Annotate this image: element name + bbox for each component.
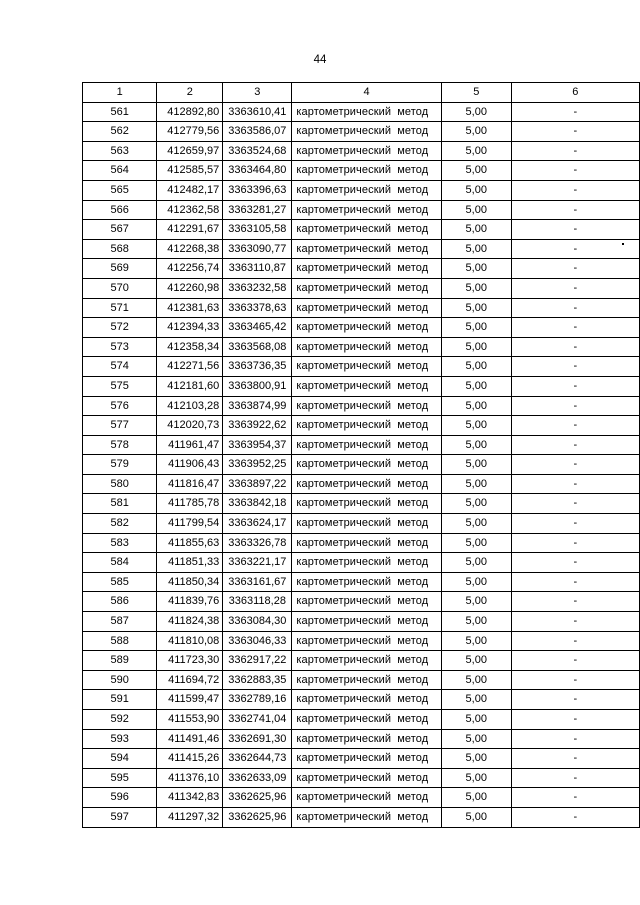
note-cell: -: [511, 337, 639, 357]
table-row: [83, 670, 640, 690]
note-cell: -: [511, 259, 639, 279]
table-row: [83, 141, 640, 161]
error-cell: 5,00: [441, 729, 511, 749]
error-cell: 5,00: [441, 337, 511, 357]
table-row: [83, 239, 640, 259]
note-cell: -: [511, 553, 639, 573]
note-cell: -: [511, 533, 639, 553]
header-row: [83, 83, 640, 103]
error-cell: 5,00: [441, 122, 511, 142]
note-cell: -: [511, 435, 639, 455]
page-number: 44: [313, 54, 327, 66]
table-row: [83, 416, 640, 436]
y-coordinate-cell: 3363232,58: [223, 278, 292, 298]
error-cell: 5,00: [441, 455, 511, 475]
point-number-cell: 581: [83, 494, 157, 514]
y-coordinate-cell: 3363378,63: [223, 298, 292, 318]
y-coordinate-cell: 3363161,67: [223, 572, 292, 592]
error-cell: 5,00: [441, 396, 511, 416]
table-row: [83, 768, 640, 788]
x-coordinate-cell: 411816,47: [157, 474, 223, 494]
method-cell: картометрический метод: [292, 533, 442, 553]
note-cell: -: [511, 729, 639, 749]
y-coordinate-cell: 3363084,30: [223, 612, 292, 632]
header-cell-6: 6: [511, 83, 639, 103]
error-cell: 5,00: [441, 435, 511, 455]
note-cell: -: [511, 200, 639, 220]
table-row: [83, 474, 640, 494]
table-row: [83, 357, 640, 377]
error-cell: 5,00: [441, 259, 511, 279]
note-cell: -: [511, 749, 639, 769]
error-cell: 5,00: [441, 161, 511, 181]
x-coordinate-cell: 411599,47: [157, 690, 223, 710]
error-cell: 5,00: [441, 572, 511, 592]
x-coordinate-cell: 411824,38: [157, 612, 223, 632]
y-coordinate-cell: 3363586,07: [223, 122, 292, 142]
table-row: [83, 572, 640, 592]
y-coordinate-cell: 3363952,25: [223, 455, 292, 475]
table-row: [83, 278, 640, 298]
x-coordinate-cell: 412394,33: [157, 318, 223, 338]
table-row: [83, 298, 640, 318]
note-cell: -: [511, 122, 639, 142]
point-number-cell: 594: [83, 749, 157, 769]
x-coordinate-cell: 411297,32: [157, 807, 223, 827]
point-number-cell: 593: [83, 729, 157, 749]
y-coordinate-cell: 3362883,35: [223, 670, 292, 690]
method-cell: картометрический метод: [292, 612, 442, 632]
error-cell: 5,00: [441, 239, 511, 259]
note-cell: -: [511, 239, 639, 259]
x-coordinate-cell: 411491,46: [157, 729, 223, 749]
table-row: [83, 631, 640, 651]
x-coordinate-cell: 411851,33: [157, 553, 223, 573]
method-cell: картометрический метод: [292, 651, 442, 671]
error-cell: 5,00: [441, 651, 511, 671]
error-cell: 5,00: [441, 612, 511, 632]
y-coordinate-cell: 3363897,22: [223, 474, 292, 494]
x-coordinate-cell: 412103,28: [157, 396, 223, 416]
y-coordinate-cell: 3363046,33: [223, 631, 292, 651]
note-cell: -: [511, 690, 639, 710]
y-coordinate-cell: 3362625,96: [223, 807, 292, 827]
point-number-cell: 566: [83, 200, 157, 220]
error-cell: 5,00: [441, 710, 511, 730]
y-coordinate-cell: 3363610,41: [223, 102, 292, 122]
table-row: [83, 455, 640, 475]
method-cell: картометрический метод: [292, 631, 442, 651]
method-cell: картометрический метод: [292, 749, 442, 769]
note-cell: -: [511, 180, 639, 200]
method-cell: картометрический метод: [292, 592, 442, 612]
y-coordinate-cell: 3363281,27: [223, 200, 292, 220]
table-row: [83, 494, 640, 514]
point-number-cell: 584: [83, 553, 157, 573]
table-row: [83, 122, 640, 142]
x-coordinate-cell: 412291,67: [157, 220, 223, 240]
table-row: [83, 690, 640, 710]
x-coordinate-cell: 411810,08: [157, 631, 223, 651]
error-cell: 5,00: [441, 768, 511, 788]
point-number-cell: 579: [83, 455, 157, 475]
y-coordinate-cell: 3362917,22: [223, 651, 292, 671]
x-coordinate-cell: 411855,63: [157, 533, 223, 553]
y-coordinate-cell: 3363800,91: [223, 376, 292, 396]
stray-dot: [622, 243, 624, 245]
y-coordinate-cell: 3363118,28: [223, 592, 292, 612]
x-coordinate-cell: 412181,60: [157, 376, 223, 396]
point-number-cell: 572: [83, 318, 157, 338]
table-row: [83, 396, 640, 416]
table-row: [83, 102, 640, 122]
point-number-cell: 582: [83, 514, 157, 534]
method-cell: картометрический метод: [292, 318, 442, 338]
point-number-cell: 568: [83, 239, 157, 259]
point-number-cell: 597: [83, 807, 157, 827]
error-cell: 5,00: [441, 631, 511, 651]
x-coordinate-cell: 411906,43: [157, 455, 223, 475]
method-cell: картометрический метод: [292, 514, 442, 534]
error-cell: 5,00: [441, 200, 511, 220]
method-cell: картометрический метод: [292, 710, 442, 730]
method-cell: картометрический метод: [292, 376, 442, 396]
x-coordinate-cell: 412358,34: [157, 337, 223, 357]
point-number-cell: 561: [83, 102, 157, 122]
method-cell: картометрический метод: [292, 553, 442, 573]
error-cell: 5,00: [441, 553, 511, 573]
table-row: [83, 161, 640, 181]
error-cell: 5,00: [441, 278, 511, 298]
coordinates-table: [82, 82, 640, 828]
table-row: [83, 788, 640, 808]
header-cell-5: 5: [441, 83, 511, 103]
note-cell: -: [511, 670, 639, 690]
table-row: [83, 553, 640, 573]
y-coordinate-cell: 3363568,08: [223, 337, 292, 357]
point-number-cell: 595: [83, 768, 157, 788]
error-cell: 5,00: [441, 670, 511, 690]
point-number-cell: 569: [83, 259, 157, 279]
note-cell: -: [511, 474, 639, 494]
x-coordinate-cell: 412362,58: [157, 200, 223, 220]
error-cell: 5,00: [441, 514, 511, 534]
error-cell: 5,00: [441, 141, 511, 161]
x-coordinate-cell: 412381,63: [157, 298, 223, 318]
method-cell: картометрический метод: [292, 278, 442, 298]
x-coordinate-cell: 411376,10: [157, 768, 223, 788]
note-cell: -: [511, 710, 639, 730]
error-cell: 5,00: [441, 494, 511, 514]
note-cell: -: [511, 494, 639, 514]
y-coordinate-cell: 3363464,80: [223, 161, 292, 181]
note-cell: -: [511, 416, 639, 436]
method-cell: картометрический метод: [292, 690, 442, 710]
y-coordinate-cell: 3363221,17: [223, 553, 292, 573]
table-row: [83, 180, 640, 200]
table-row: [83, 376, 640, 396]
point-number-cell: 577: [83, 416, 157, 436]
x-coordinate-cell: 412659,97: [157, 141, 223, 161]
point-number-cell: 567: [83, 220, 157, 240]
table-row: [83, 318, 640, 338]
note-cell: -: [511, 612, 639, 632]
error-cell: 5,00: [441, 298, 511, 318]
error-cell: 5,00: [441, 807, 511, 827]
point-number-cell: 570: [83, 278, 157, 298]
table-row: [83, 200, 640, 220]
error-cell: 5,00: [441, 220, 511, 240]
y-coordinate-cell: 3362691,30: [223, 729, 292, 749]
point-number-cell: 583: [83, 533, 157, 553]
header-cell-2: 2: [157, 83, 223, 103]
error-cell: 5,00: [441, 180, 511, 200]
y-coordinate-cell: 3362789,16: [223, 690, 292, 710]
table-row: [83, 514, 640, 534]
error-cell: 5,00: [441, 416, 511, 436]
point-number-cell: 586: [83, 592, 157, 612]
method-cell: картометрический метод: [292, 670, 442, 690]
y-coordinate-cell: 3363110,87: [223, 259, 292, 279]
method-cell: картометрический метод: [292, 572, 442, 592]
y-coordinate-cell: 3362633,09: [223, 768, 292, 788]
note-cell: -: [511, 376, 639, 396]
table-row: [83, 337, 640, 357]
note-cell: -: [511, 278, 639, 298]
point-number-cell: 588: [83, 631, 157, 651]
note-cell: -: [511, 651, 639, 671]
point-number-cell: 590: [83, 670, 157, 690]
y-coordinate-cell: 3363922,62: [223, 416, 292, 436]
method-cell: картометрический метод: [292, 180, 442, 200]
method-cell: картометрический метод: [292, 102, 442, 122]
note-cell: -: [511, 298, 639, 318]
x-coordinate-cell: 411839,76: [157, 592, 223, 612]
method-cell: картометрический метод: [292, 357, 442, 377]
point-number-cell: 592: [83, 710, 157, 730]
point-number-cell: 574: [83, 357, 157, 377]
point-number-cell: 564: [83, 161, 157, 181]
table-row: [83, 592, 640, 612]
x-coordinate-cell: 411723,30: [157, 651, 223, 671]
method-cell: картометрический метод: [292, 435, 442, 455]
x-coordinate-cell: 412892,80: [157, 102, 223, 122]
error-cell: 5,00: [441, 357, 511, 377]
y-coordinate-cell: 3363090,77: [223, 239, 292, 259]
method-cell: картометрический метод: [292, 200, 442, 220]
table-row: [83, 220, 640, 240]
error-cell: 5,00: [441, 788, 511, 808]
method-cell: картометрический метод: [292, 220, 442, 240]
error-cell: 5,00: [441, 376, 511, 396]
y-coordinate-cell: 3363326,78: [223, 533, 292, 553]
x-coordinate-cell: 411415,26: [157, 749, 223, 769]
method-cell: картометрический метод: [292, 416, 442, 436]
point-number-cell: 596: [83, 788, 157, 808]
point-number-cell: 587: [83, 612, 157, 632]
point-number-cell: 562: [83, 122, 157, 142]
note-cell: -: [511, 788, 639, 808]
note-cell: -: [511, 768, 639, 788]
point-number-cell: 580: [83, 474, 157, 494]
y-coordinate-cell: 3362625,96: [223, 788, 292, 808]
y-coordinate-cell: 3363524,68: [223, 141, 292, 161]
y-coordinate-cell: 3363105,58: [223, 220, 292, 240]
method-cell: картометрический метод: [292, 122, 442, 142]
point-number-cell: 571: [83, 298, 157, 318]
y-coordinate-cell: 3363954,37: [223, 435, 292, 455]
point-number-cell: 563: [83, 141, 157, 161]
error-cell: 5,00: [441, 318, 511, 338]
note-cell: -: [511, 141, 639, 161]
note-cell: -: [511, 455, 639, 475]
point-number-cell: 565: [83, 180, 157, 200]
point-number-cell: 576: [83, 396, 157, 416]
point-number-cell: 578: [83, 435, 157, 455]
note-cell: -: [511, 592, 639, 612]
method-cell: картометрический метод: [292, 474, 442, 494]
method-cell: картометрический метод: [292, 239, 442, 259]
table-row: [83, 612, 640, 632]
point-number-cell: 585: [83, 572, 157, 592]
error-cell: 5,00: [441, 690, 511, 710]
table-row: [83, 807, 640, 827]
note-cell: -: [511, 514, 639, 534]
y-coordinate-cell: 3363465,42: [223, 318, 292, 338]
note-cell: -: [511, 161, 639, 181]
x-coordinate-cell: 411850,34: [157, 572, 223, 592]
y-coordinate-cell: 3363396,63: [223, 180, 292, 200]
error-cell: 5,00: [441, 474, 511, 494]
note-cell: -: [511, 396, 639, 416]
note-cell: -: [511, 572, 639, 592]
header-cell-3: 3: [223, 83, 292, 103]
x-coordinate-cell: 411553,90: [157, 710, 223, 730]
note-cell: -: [511, 102, 639, 122]
note-cell: -: [511, 807, 639, 827]
method-cell: картометрический метод: [292, 494, 442, 514]
x-coordinate-cell: 412268,38: [157, 239, 223, 259]
point-number-cell: 573: [83, 337, 157, 357]
table-row: [83, 533, 640, 553]
method-cell: картометрический метод: [292, 768, 442, 788]
header-cell-1: 1: [83, 83, 157, 103]
error-cell: 5,00: [441, 102, 511, 122]
method-cell: картометрический метод: [292, 455, 442, 475]
table-header: [83, 83, 640, 103]
x-coordinate-cell: 412271,56: [157, 357, 223, 377]
method-cell: картометрический метод: [292, 337, 442, 357]
x-coordinate-cell: 411961,47: [157, 435, 223, 455]
table-row: [83, 259, 640, 279]
note-cell: -: [511, 357, 639, 377]
method-cell: картометрический метод: [292, 788, 442, 808]
x-coordinate-cell: 412256,74: [157, 259, 223, 279]
error-cell: 5,00: [441, 533, 511, 553]
x-coordinate-cell: 412020,73: [157, 416, 223, 436]
x-coordinate-cell: 412260,98: [157, 278, 223, 298]
table-row: [83, 651, 640, 671]
x-coordinate-cell: 412482,17: [157, 180, 223, 200]
point-number-cell: 575: [83, 376, 157, 396]
x-coordinate-cell: 411785,78: [157, 494, 223, 514]
x-coordinate-cell: 411694,72: [157, 670, 223, 690]
error-cell: 5,00: [441, 592, 511, 612]
header-cell-4: 4: [292, 83, 442, 103]
y-coordinate-cell: 3362644,73: [223, 749, 292, 769]
y-coordinate-cell: 3363842,18: [223, 494, 292, 514]
point-number-cell: 589: [83, 651, 157, 671]
y-coordinate-cell: 3363624,17: [223, 514, 292, 534]
y-coordinate-cell: 3363874,99: [223, 396, 292, 416]
y-coordinate-cell: 3363736,35: [223, 357, 292, 377]
method-cell: картометрический метод: [292, 298, 442, 318]
method-cell: картометрический метод: [292, 396, 442, 416]
x-coordinate-cell: 411342,83: [157, 788, 223, 808]
method-cell: картометрический метод: [292, 161, 442, 181]
y-coordinate-cell: 3362741,04: [223, 710, 292, 730]
method-cell: картометрический метод: [292, 259, 442, 279]
table-row: [83, 749, 640, 769]
method-cell: картометрический метод: [292, 807, 442, 827]
error-cell: 5,00: [441, 749, 511, 769]
table-body: [83, 102, 640, 827]
note-cell: -: [511, 220, 639, 240]
table-row: [83, 710, 640, 730]
x-coordinate-cell: 412585,57: [157, 161, 223, 181]
note-cell: -: [511, 631, 639, 651]
x-coordinate-cell: 412779,56: [157, 122, 223, 142]
method-cell: картометрический метод: [292, 729, 442, 749]
table-row: [83, 435, 640, 455]
method-cell: картометрический метод: [292, 141, 442, 161]
table-row: [83, 729, 640, 749]
x-coordinate-cell: 411799,54: [157, 514, 223, 534]
point-number-cell: 591: [83, 690, 157, 710]
note-cell: -: [511, 318, 639, 338]
